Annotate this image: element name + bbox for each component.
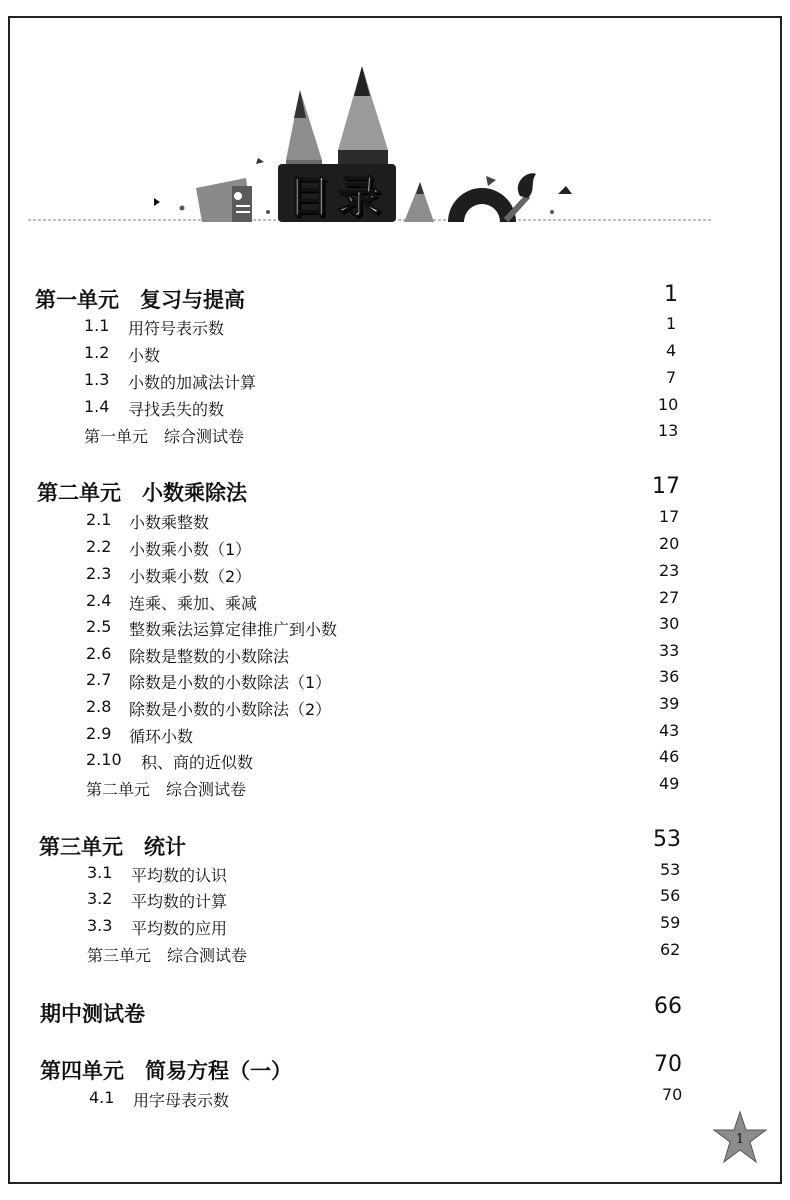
unit-test-page: 49 bbox=[659, 774, 680, 793]
section-number: 2.2 bbox=[86, 537, 112, 556]
page-number: 1 bbox=[735, 1132, 745, 1147]
section-number: 2.6 bbox=[86, 644, 112, 663]
section-title[interactable]: 除数是整数的小数除法 bbox=[129, 647, 290, 666]
section-title[interactable]: 除数是小数的小数除法（2） bbox=[129, 700, 332, 719]
section-page: 70 bbox=[662, 1085, 683, 1104]
section-number: 2.10 bbox=[86, 750, 122, 769]
section-number: 2.9 bbox=[86, 724, 112, 743]
section-page: 23 bbox=[659, 561, 680, 580]
section-title[interactable]: 小数乘小数（2） bbox=[129, 567, 252, 586]
unit-3-title[interactable]: 第三单元 统计 bbox=[39, 835, 186, 859]
section-number: 4.1 bbox=[89, 1088, 115, 1107]
section-title[interactable]: 循环小数 bbox=[129, 727, 194, 746]
section-title[interactable]: 连乘、乘加、乘减 bbox=[129, 594, 258, 613]
unit-test-page: 13 bbox=[658, 421, 679, 440]
section-title[interactable]: 平均数的应用 bbox=[131, 919, 228, 938]
section-number: 3.3 bbox=[87, 916, 113, 935]
section-title[interactable]: 小数的加减法计算 bbox=[128, 373, 257, 392]
toc-title-box bbox=[278, 164, 396, 222]
section-number: 2.7 bbox=[86, 670, 112, 689]
section-number: 3.2 bbox=[87, 889, 113, 908]
section-title[interactable]: 平均数的计算 bbox=[131, 892, 228, 911]
section-number: 1.2 bbox=[84, 343, 110, 362]
section-title[interactable]: 小数乘小数（1） bbox=[129, 540, 252, 559]
section-number: 3.1 bbox=[87, 863, 113, 882]
unit-1-page: 1 bbox=[664, 282, 678, 307]
unit-1-title[interactable]: 第一单元 复习与提高 bbox=[35, 288, 245, 312]
section-page: 33 bbox=[659, 641, 680, 660]
section-page: 46 bbox=[659, 747, 680, 766]
section-page: 43 bbox=[659, 721, 680, 740]
section-page: 39 bbox=[659, 694, 680, 713]
section-title[interactable]: 整数乘法运算定律推广到小数 bbox=[129, 620, 338, 639]
section-page: 27 bbox=[659, 588, 680, 607]
section-title[interactable]: 除数是小数的小数除法（1） bbox=[129, 673, 332, 692]
midterm-page: 66 bbox=[654, 994, 682, 1019]
unit-test-page: 62 bbox=[660, 940, 681, 959]
section-page: 4 bbox=[666, 341, 677, 360]
unit-test-title[interactable]: 第三单元 综合测试卷 bbox=[87, 946, 248, 965]
unit-test-title[interactable]: 第一单元 综合测试卷 bbox=[84, 427, 245, 446]
section-title[interactable]: 积、商的近似数 bbox=[141, 753, 254, 772]
unit-4-page: 70 bbox=[654, 1052, 682, 1077]
pencil-icon bbox=[404, 182, 434, 222]
section-title[interactable]: 用字母表示数 bbox=[133, 1091, 230, 1110]
section-number: 2.8 bbox=[86, 697, 112, 716]
section-number: 1.4 bbox=[84, 397, 110, 416]
section-page: 59 bbox=[660, 913, 681, 932]
section-title[interactable]: 寻找丢失的数 bbox=[128, 400, 225, 419]
unit-2-title[interactable]: 第二单元 小数乘除法 bbox=[37, 481, 247, 505]
midterm-title[interactable]: 期中测试卷 bbox=[40, 1002, 145, 1026]
section-title[interactable]: 小数乘整数 bbox=[129, 513, 210, 532]
pencil-icon bbox=[286, 90, 322, 170]
section-title[interactable]: 小数 bbox=[128, 346, 161, 365]
unit-3-page: 53 bbox=[653, 827, 681, 852]
section-page: 36 bbox=[659, 667, 680, 686]
unit-4-title[interactable]: 第四单元 简易方程（一） bbox=[40, 1059, 292, 1083]
toc-title: 目录 bbox=[287, 172, 387, 223]
section-page: 20 bbox=[659, 534, 680, 553]
section-number: 2.5 bbox=[86, 617, 112, 636]
section-number: 2.3 bbox=[86, 564, 112, 583]
section-number: 1.1 bbox=[84, 316, 110, 335]
section-title[interactable]: 平均数的认识 bbox=[131, 866, 228, 885]
section-page: 56 bbox=[660, 886, 681, 905]
section-title[interactable]: 用符号表示数 bbox=[128, 319, 225, 338]
book-icon bbox=[196, 178, 252, 222]
section-page: 30 bbox=[659, 614, 680, 633]
section-number: 2.1 bbox=[86, 510, 112, 529]
section-number: 2.4 bbox=[86, 591, 112, 610]
section-page: 53 bbox=[660, 860, 681, 879]
section-page: 7 bbox=[666, 368, 677, 387]
page-number-star-icon bbox=[712, 1110, 768, 1164]
section-page: 10 bbox=[658, 395, 679, 414]
unit-test-title[interactable]: 第二单元 综合测试卷 bbox=[86, 780, 247, 799]
section-number: 1.3 bbox=[84, 370, 110, 389]
unit-2-page: 17 bbox=[652, 474, 680, 499]
section-page: 17 bbox=[659, 507, 680, 526]
section-page: 1 bbox=[666, 314, 677, 333]
